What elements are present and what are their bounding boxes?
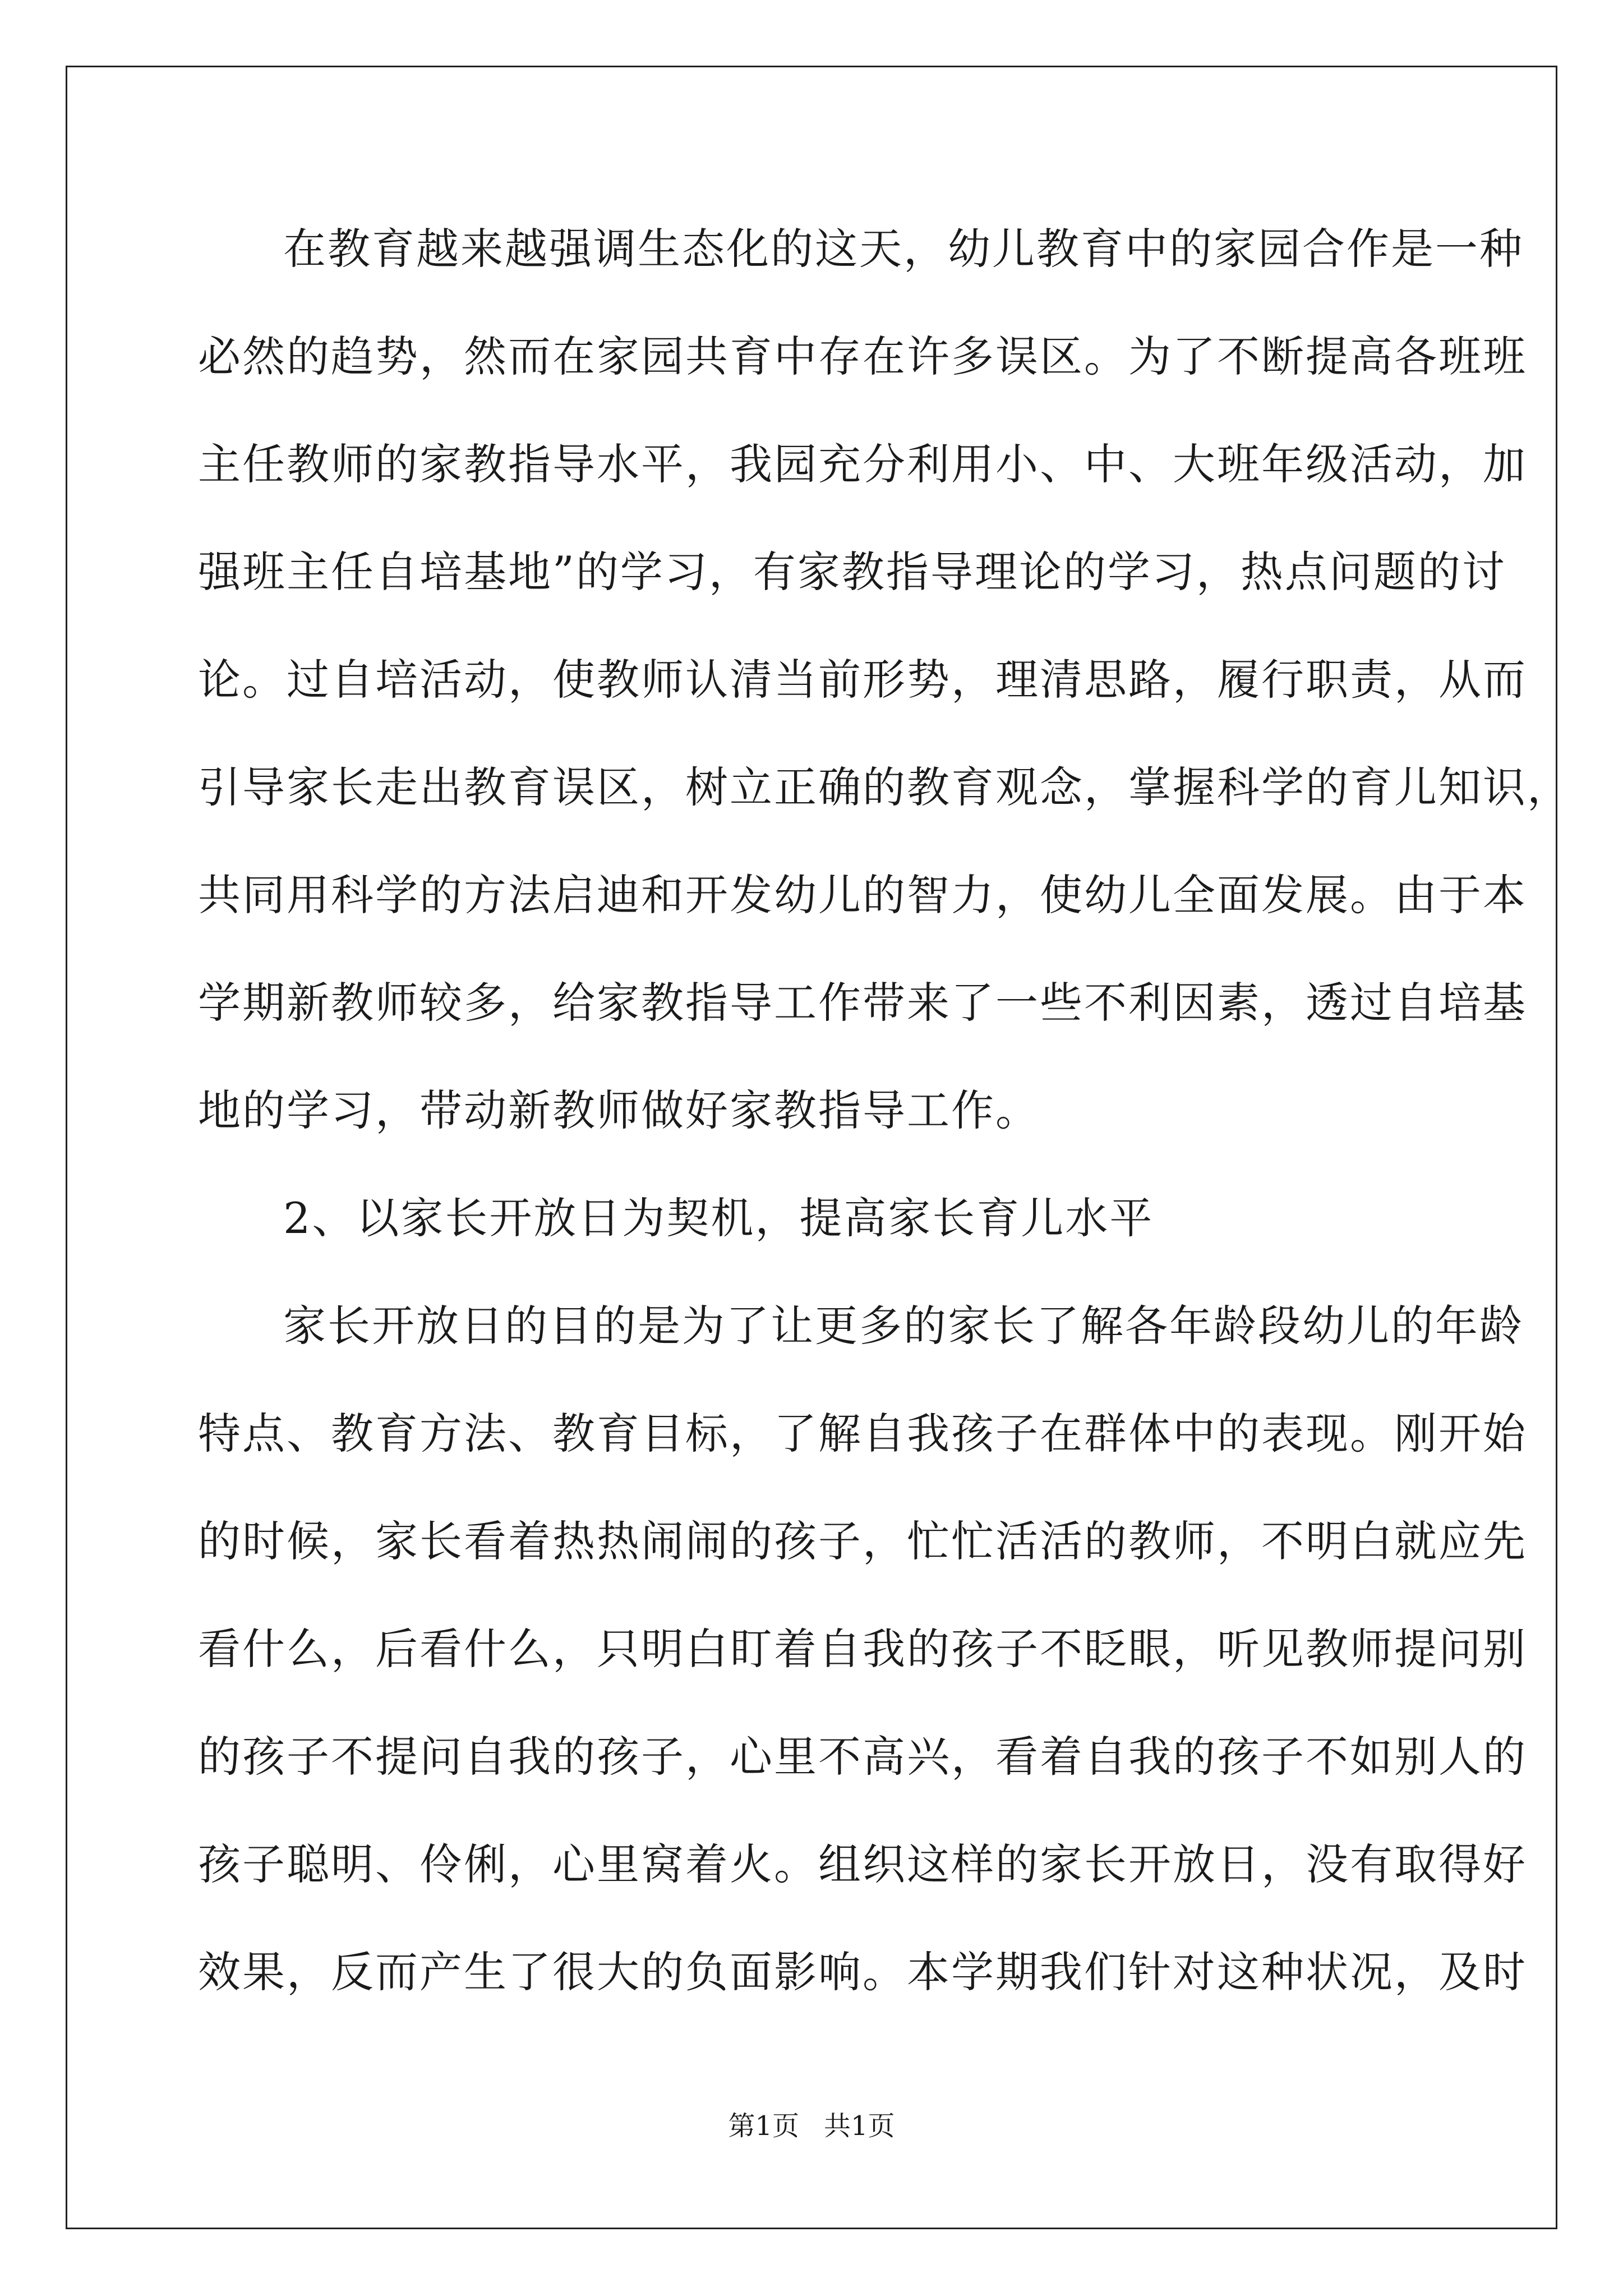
page-total: 共1页 (824, 2110, 895, 2142)
text-line: 在教育越来越强调生态化的这天，幼儿教育中的家园合作是一种 (283, 224, 1524, 274)
section-heading: 2、以家长开放日为契机，提高家长育儿水平 (283, 1193, 1154, 1243)
text-line: 家长开放日的目的是为了让更多的家长了解各年龄段幼儿的年龄 (283, 1301, 1524, 1351)
text-line: 引导家长走出教育误区，树立正确的教育观念，掌握科学的育儿知识， (198, 762, 1571, 812)
text-line: 效果，反而产生了很大的负面影响。本学期我们针对这种状况，及时 (198, 1947, 1527, 1997)
page-number: 第1页 (728, 2110, 799, 2142)
text-line: 论。过自培活动，使教师认清当前形势，理清思路，履行职责，从而 (198, 655, 1527, 705)
text-line: 的孩子不提问自我的孩子，心里不高兴，看着自我的孩子不如别人的 (198, 1732, 1527, 1782)
text-line: 特点、教育方法、教育目标，了解自我孩子在群体中的表现。刚开始 (198, 1409, 1527, 1458)
text-line: 学期新教师较多，给家教指导工作带来了一些不利因素，透过自培基 (198, 978, 1527, 1028)
text-line: 的时候，家长看着热热闹闹的孩子，忙忙活活的教师，不明白就应先 (198, 1516, 1527, 1566)
text-line: 必然的趋势，然而在家园共育中存在许多误区。为了不断提高各班班 (198, 332, 1527, 381)
text-line: 孩子聪明、伶俐，心里窝着火。组织这样的家长开放日，没有取得好 (198, 1839, 1527, 1889)
text-line: 主任教师的家教指导水平，我园充分利用小、中、大班年级活动，加 (198, 439, 1527, 489)
document-body (198, 213, 1571, 2044)
text-line: 强班主任自培基地”的学习，有家教指导理论的学习，热点问题的讨 (198, 547, 1506, 597)
page-footer (0, 2109, 1623, 2143)
text-line: 地的学习，带动新教师做好家教指导工作。 (198, 1085, 1040, 1135)
text-line: 共同用科学的方法启迪和开发幼儿的智力，使幼儿全面发展。由于本 (198, 870, 1527, 920)
text-line: 看什么，后看什么，只明白盯着自我的孩子不眨眼，听见教师提问别 (198, 1624, 1527, 1674)
